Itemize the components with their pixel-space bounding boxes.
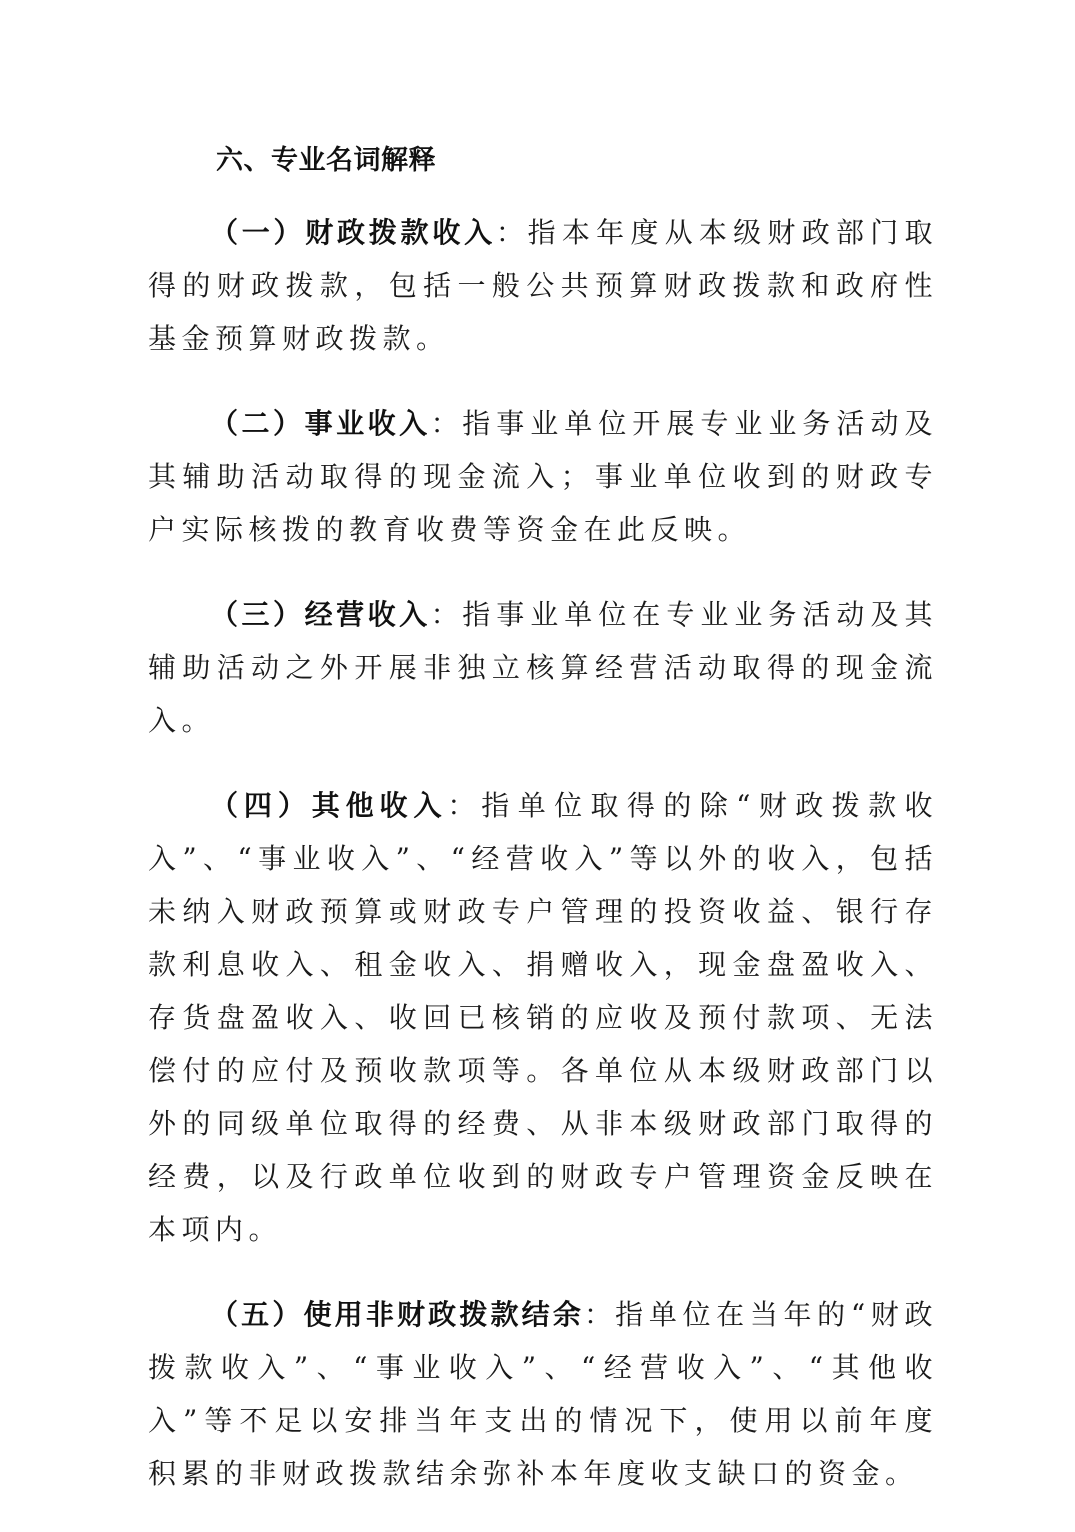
entry-non-fiscal-surplus-use bbox=[148, 1288, 938, 1500]
term-definition: 指事业单位在专业业务活动及其辅助活动之外开展非独立核算经营活动取得的现金流入。 bbox=[148, 598, 938, 737]
document-page bbox=[148, 140, 938, 1532]
term-separator: ： bbox=[447, 789, 482, 822]
term-separator: ： bbox=[430, 407, 463, 440]
entry-operating-income bbox=[148, 588, 938, 747]
term-separator: ： bbox=[495, 216, 528, 249]
term-label: （一）财政拨款收入 bbox=[210, 216, 496, 249]
term-label: （三）经营收入 bbox=[210, 598, 431, 631]
entry-other-income bbox=[148, 779, 938, 1256]
term-definition: 指本年度从本级财政部门取得的财政拨款，包括一般公共预算财政拨款和政府性基金预算财政拨款。 bbox=[148, 216, 938, 355]
term-separator: ： bbox=[584, 1298, 616, 1331]
section-heading: 六、专业名词解释 bbox=[216, 145, 436, 176]
term-separator: ： bbox=[430, 598, 463, 631]
entry-business-income bbox=[148, 397, 938, 556]
term-definition: 指事业单位开展专业业务活动及其辅助活动取得的现金流入；事业单位收到的财政专户实际核拨的教育收费等资金在此反映。 bbox=[148, 407, 938, 546]
term-label: （四）其他收入 bbox=[210, 789, 448, 822]
term-label: （二）事业收入 bbox=[210, 407, 431, 440]
term-definition: 指单位在当年的“财政拨款收入”、“事业收入”、“经营收入”、“其他收入”等不足以安排当年支出的情况下，使用以前年度积累的非财政拨款结余弥补本年度收支缺口的资金。 bbox=[148, 1298, 938, 1490]
entry-fiscal-appropriation-income bbox=[148, 206, 938, 365]
term-definition: 指单位取得的除“财政拨款收入”、“事业收入”、“经营收入”等以外的收入，包括未纳入财政预算或财政专户管理的投资收益、银行存款利息收入、租金收入、捐赠收入，现金盘盈收入、存货盘盈收入、收回已核销的应收及预付款项、无法偿付的应付及预收款项等。各单位从本级财政部门以外的同级单位取得的经费、从非本级财政部门取得的经费，以及行政单位收到的财政专户管理资金反映在本项内。 bbox=[148, 789, 938, 1246]
term-label: （五）使用非财政拨款结余 bbox=[210, 1298, 584, 1331]
